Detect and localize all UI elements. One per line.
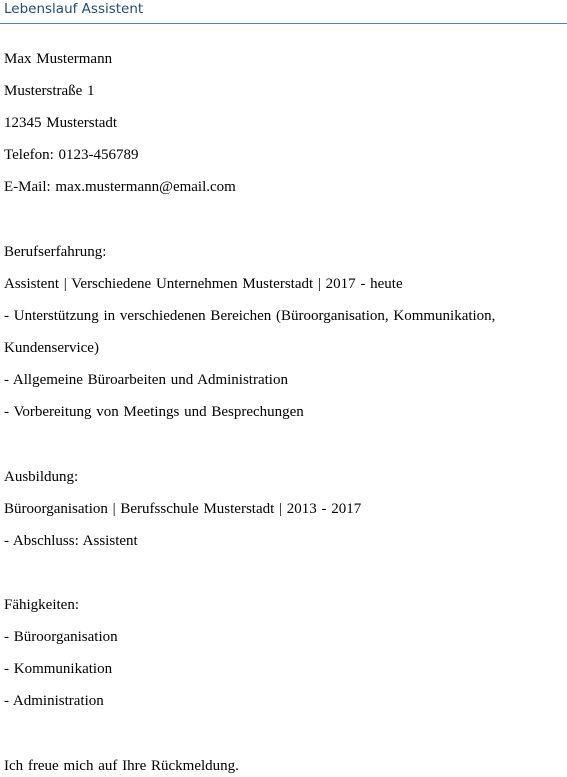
skills-item: - Büroorganisation <box>4 629 118 645</box>
skills-item: - Administration <box>4 693 104 709</box>
education-bullet-1: - Abschluss: Assistent <box>4 533 138 549</box>
contact-phone: Telefon: 0123-456789 <box>4 147 139 163</box>
experience-bullet-1-continued: Kundenservice) <box>4 340 99 356</box>
contact-name: Max Mustermann <box>4 51 113 67</box>
closing-text: Ich freue mich auf Ihre Rückmeldung. <box>4 758 239 774</box>
experience-heading: Berufserfahrung: <box>4 244 107 260</box>
education-entry: Büroorganisation | Berufsschule Musterstadt | 2013 - 2017 <box>4 501 362 517</box>
experience-bullet-2: - Allgemeine Büroarbeiten und Administration <box>4 372 288 388</box>
education-heading: Ausbildung: <box>4 469 79 485</box>
skills-item: - Kommunikation <box>4 661 113 677</box>
skills-heading: Fähigkeiten: <box>4 597 79 613</box>
contact-street: Musterstraße 1 <box>4 83 95 99</box>
experience-bullet-1: - Unterstützung in verschiedenen Bereichen (Büroorganisation, Kommunikation, <box>4 308 496 324</box>
document-header <box>0 0 567 24</box>
document-title: Lebenslauf Assistent <box>4 1 144 17</box>
contact-city: 12345 Musterstadt <box>4 115 118 131</box>
experience-bullet-3: - Vorbereitung von Meetings und Besprechungen <box>4 404 304 420</box>
contact-email: E-Mail: max.mustermann@email.com <box>4 179 236 195</box>
experience-entry: Assistent | Verschiedene Unternehmen Musterstadt | 2017 - heute <box>4 276 403 292</box>
